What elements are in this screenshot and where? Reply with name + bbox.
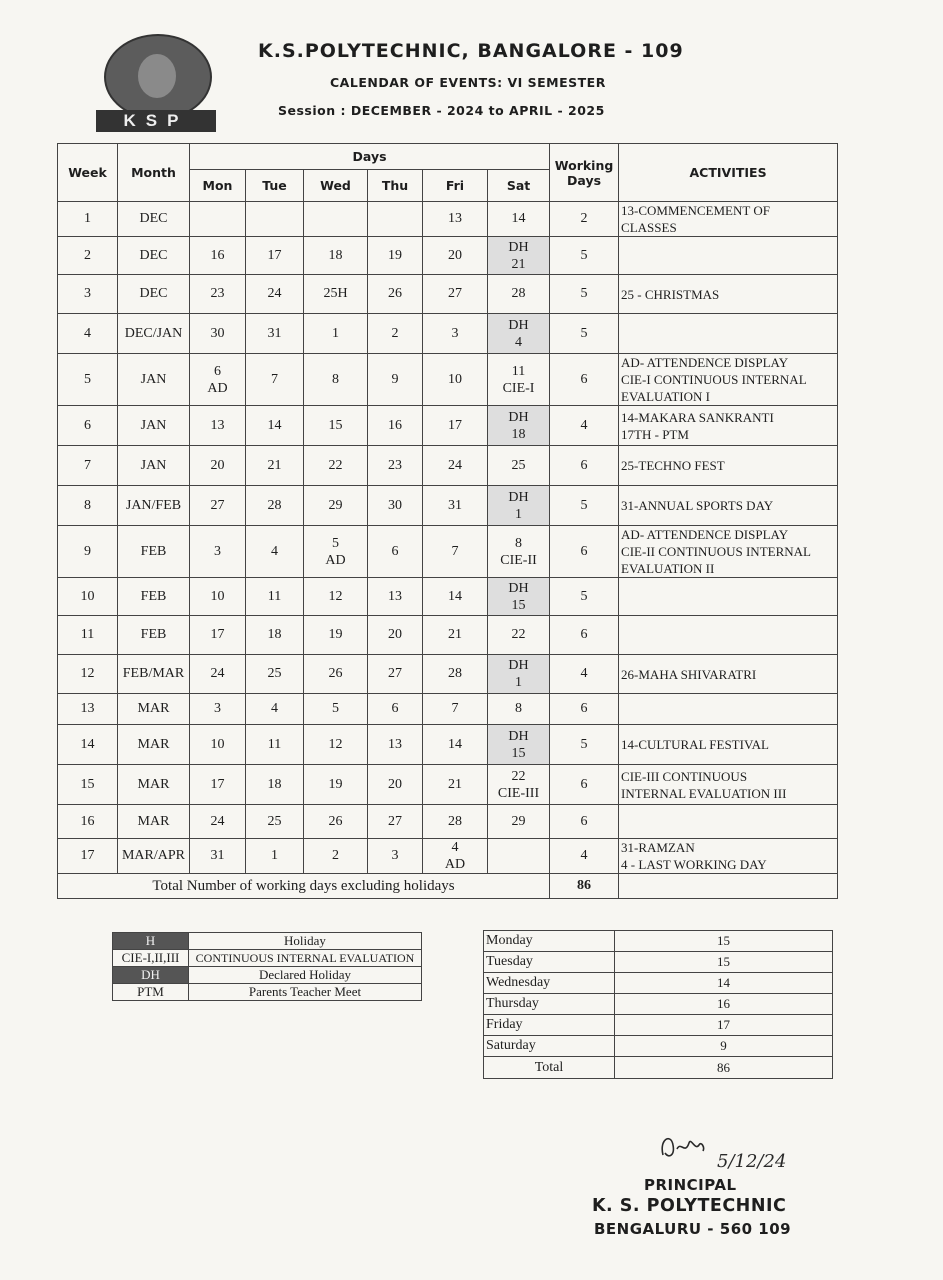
day-name: Thursday bbox=[484, 994, 615, 1015]
day-cell-tue: 28 bbox=[246, 486, 304, 526]
week-cell: 10 bbox=[58, 578, 118, 616]
day-cell-thu: 13 bbox=[368, 578, 423, 616]
activity-line: CLASSES bbox=[621, 220, 677, 235]
activity-cell bbox=[619, 694, 838, 725]
activity-line: EVALUATION II bbox=[621, 561, 715, 576]
activity-line: CIE-III CONTINUOUS bbox=[621, 768, 748, 784]
day-cell-thu: 23 bbox=[368, 446, 423, 486]
month-cell: FEB bbox=[118, 616, 190, 655]
day-cell-fri: 17 bbox=[423, 406, 488, 446]
day-name: Friday bbox=[484, 1015, 615, 1036]
day-count: 16 bbox=[615, 994, 833, 1015]
day-cell-fri: 7 bbox=[423, 694, 488, 725]
week-cell: 13 bbox=[58, 694, 118, 725]
day-cell-fri: 13 bbox=[423, 202, 488, 237]
day-cell-sat: 8 bbox=[488, 694, 550, 725]
activity-cell bbox=[619, 275, 838, 314]
table-row bbox=[58, 526, 838, 578]
working-days-cell: 6 bbox=[550, 694, 619, 725]
month-cell: FEB/MAR bbox=[118, 655, 190, 694]
day-cell-tue: 18 bbox=[246, 765, 304, 805]
activity-cell bbox=[619, 237, 838, 275]
day-cell-tue: 4 bbox=[246, 694, 304, 725]
day-cell-mon: 6 AD bbox=[190, 354, 246, 406]
day-cell-tue: 7 bbox=[246, 354, 304, 406]
table-row bbox=[58, 765, 838, 805]
activity-line: EVALUATION I bbox=[621, 389, 710, 404]
day-cell-sat: 22 CIE-III bbox=[488, 765, 550, 805]
day-cell-thu: 30 bbox=[368, 486, 423, 526]
day-cell-sat: 29 bbox=[488, 805, 550, 839]
day-cell-fri: 21 bbox=[423, 616, 488, 655]
day-cell-sat: DH 18 bbox=[488, 406, 550, 446]
day-cell-thu: 6 bbox=[368, 694, 423, 725]
day-cell-fri: 4 AD bbox=[423, 839, 488, 874]
col-working-days: Working Days bbox=[550, 144, 619, 202]
day-cell-wed: 18 bbox=[304, 237, 368, 275]
col-month: Month bbox=[118, 144, 190, 202]
week-cell: 12 bbox=[58, 655, 118, 694]
table-row bbox=[58, 616, 838, 655]
day-cell-sat: DH 21 bbox=[488, 237, 550, 275]
day-name: Tuesday bbox=[484, 952, 615, 973]
week-cell: 15 bbox=[58, 765, 118, 805]
logo-text: KSP bbox=[96, 110, 216, 132]
day-cell-mon: 24 bbox=[190, 655, 246, 694]
legend-table bbox=[112, 932, 422, 1001]
day-cell-tue: 24 bbox=[246, 275, 304, 314]
table-row bbox=[58, 694, 838, 725]
day-cell-thu: 2 bbox=[368, 314, 423, 354]
day-cell-wed: 1 bbox=[304, 314, 368, 354]
day-cell-sat: 14 bbox=[488, 202, 550, 237]
page-title: K.S.POLYTECHNIC, BANGALORE - 109 bbox=[258, 40, 684, 62]
day-cell-fri: 7 bbox=[423, 526, 488, 578]
activity-cell bbox=[619, 526, 838, 578]
activity-line: CIE-I CONTINUOUS INTERNAL bbox=[621, 372, 807, 387]
day-cell-thu: 27 bbox=[368, 805, 423, 839]
working-days-cell: 5 bbox=[550, 314, 619, 354]
legend-desc: CONTINUOUS INTERNAL EVALUATION bbox=[189, 950, 422, 967]
day-count: 9 bbox=[615, 1036, 833, 1057]
working-days-cell: 6 bbox=[550, 446, 619, 486]
signature-date: 5/12/24 bbox=[717, 1151, 787, 1172]
day-cell-wed: 25H bbox=[304, 275, 368, 314]
list-item bbox=[484, 1036, 833, 1057]
week-cell: 4 bbox=[58, 314, 118, 354]
day-cell-tue: 31 bbox=[246, 314, 304, 354]
month-cell: MAR bbox=[118, 725, 190, 765]
week-cell: 2 bbox=[58, 237, 118, 275]
day-cell-sat: DH 15 bbox=[488, 578, 550, 616]
day-cell-sat: 8 CIE-II bbox=[488, 526, 550, 578]
activity-cell bbox=[619, 354, 838, 406]
day-cell-mon: 3 bbox=[190, 694, 246, 725]
activity-cell bbox=[619, 655, 838, 694]
working-days-cell: 4 bbox=[550, 406, 619, 446]
table-row bbox=[58, 275, 838, 314]
principal-title: PRINCIPAL bbox=[644, 1176, 737, 1194]
list-item bbox=[484, 973, 833, 994]
session-label: Session : DECEMBER - 2024 to APRIL - 2025 bbox=[278, 103, 605, 118]
legend-desc: Declared Holiday bbox=[189, 967, 422, 984]
table-row bbox=[58, 237, 838, 275]
activity-line: 31-ANNUAL SPORTS DAY bbox=[621, 498, 774, 513]
day-cell-wed: 19 bbox=[304, 765, 368, 805]
day-cell-thu bbox=[368, 202, 423, 237]
activity-line: 25 - CHRISTMAS bbox=[621, 286, 720, 302]
activity-line: INTERNAL EVALUATION III bbox=[621, 785, 787, 801]
table-row bbox=[58, 578, 838, 616]
day-cell-fri: 28 bbox=[423, 655, 488, 694]
day-cell-sat: 11 CIE-I bbox=[488, 354, 550, 406]
day-cell-sat: 25 bbox=[488, 446, 550, 486]
week-cell: 11 bbox=[58, 616, 118, 655]
day-cell-tue: 18 bbox=[246, 616, 304, 655]
table-row bbox=[58, 725, 838, 765]
day-cell-wed: 26 bbox=[304, 655, 368, 694]
emblem-icon bbox=[104, 34, 212, 120]
legend-key: PTM bbox=[113, 984, 189, 1001]
col-days: Days bbox=[190, 144, 550, 170]
week-cell: 16 bbox=[58, 805, 118, 839]
activity-line: 26-MAHA SHIVARATRI bbox=[621, 666, 757, 682]
day-cell-wed: 15 bbox=[304, 406, 368, 446]
week-cell: 6 bbox=[58, 406, 118, 446]
day-cell-sat: 22 bbox=[488, 616, 550, 655]
day-cell-fri: 31 bbox=[423, 486, 488, 526]
working-days-cell: 4 bbox=[550, 655, 619, 694]
col-fri: Fri bbox=[423, 170, 488, 202]
table-row bbox=[58, 406, 838, 446]
college-logo bbox=[96, 34, 218, 138]
total-label: Total Number of working days excluding holidays bbox=[58, 874, 550, 899]
day-cell-mon: 31 bbox=[190, 839, 246, 874]
table-row bbox=[58, 655, 838, 694]
month-cell: JAN bbox=[118, 446, 190, 486]
activity-line: 13-COMMENCEMENT OF bbox=[621, 203, 770, 218]
day-cell-sat: 28 bbox=[488, 275, 550, 314]
day-cell-wed: 26 bbox=[304, 805, 368, 839]
list-item bbox=[484, 952, 833, 973]
day-cell-thu: 19 bbox=[368, 237, 423, 275]
legend-key: DH bbox=[113, 967, 189, 984]
week-cell: 8 bbox=[58, 486, 118, 526]
activity-cell bbox=[619, 765, 838, 805]
day-cell-thu: 16 bbox=[368, 406, 423, 446]
working-days-cell: 6 bbox=[550, 765, 619, 805]
day-cell-tue: 14 bbox=[246, 406, 304, 446]
col-wed: Wed bbox=[304, 170, 368, 202]
col-mon: Mon bbox=[190, 170, 246, 202]
activity-line: 14-MAKARA SANKRANTI bbox=[621, 409, 774, 425]
activity-cell bbox=[619, 725, 838, 765]
day-cell-fri: 14 bbox=[423, 725, 488, 765]
day-count: 15 bbox=[615, 952, 833, 973]
day-cell-tue: 25 bbox=[246, 655, 304, 694]
day-cell-mon: 23 bbox=[190, 275, 246, 314]
activity-cell bbox=[619, 202, 838, 237]
activity-cell bbox=[619, 486, 838, 526]
day-cell-fri: 14 bbox=[423, 578, 488, 616]
working-days-cell: 5 bbox=[550, 486, 619, 526]
working-days-cell: 2 bbox=[550, 202, 619, 237]
month-cell: DEC bbox=[118, 237, 190, 275]
day-name: Monday bbox=[484, 931, 615, 952]
day-cell-wed: 12 bbox=[304, 578, 368, 616]
day-cell-thu: 9 bbox=[368, 354, 423, 406]
activity-cell bbox=[619, 446, 838, 486]
day-cell-mon bbox=[190, 202, 246, 237]
list-item bbox=[484, 931, 833, 952]
list-item bbox=[484, 1015, 833, 1036]
day-count: 15 bbox=[615, 931, 833, 952]
month-cell: MAR/APR bbox=[118, 839, 190, 874]
day-cell-thu: 6 bbox=[368, 526, 423, 578]
day-cell-wed: 5 AD bbox=[304, 526, 368, 578]
legend-key: CIE-I,II,III bbox=[113, 950, 189, 967]
table-row bbox=[58, 202, 838, 237]
day-cell-tue: 4 bbox=[246, 526, 304, 578]
day-cell-fri: 21 bbox=[423, 765, 488, 805]
table-row bbox=[58, 839, 838, 874]
day-cell-mon: 30 bbox=[190, 314, 246, 354]
day-cell-fri: 27 bbox=[423, 275, 488, 314]
day-cell-thu: 27 bbox=[368, 655, 423, 694]
month-cell: DEC bbox=[118, 202, 190, 237]
total-value: 86 bbox=[550, 874, 619, 899]
col-sat: Sat bbox=[488, 170, 550, 202]
day-cell-tue: 11 bbox=[246, 725, 304, 765]
working-days-cell: 6 bbox=[550, 805, 619, 839]
month-cell: FEB bbox=[118, 526, 190, 578]
day-count: 14 bbox=[615, 973, 833, 994]
activity-cell bbox=[619, 314, 838, 354]
day-cell-tue: 21 bbox=[246, 446, 304, 486]
activity-line: 17TH - PTM bbox=[621, 426, 689, 442]
day-cell-thu: 20 bbox=[368, 616, 423, 655]
day-cell-wed: 12 bbox=[304, 725, 368, 765]
activity-line: 4 - LAST WORKING DAY bbox=[621, 857, 767, 872]
month-cell: FEB bbox=[118, 578, 190, 616]
principal-city: BENGALURU - 560 109 bbox=[594, 1220, 792, 1238]
day-cell-wed: 5 bbox=[304, 694, 368, 725]
month-cell: DEC bbox=[118, 275, 190, 314]
list-item bbox=[484, 994, 833, 1015]
principal-org: K. S. POLYTECHNIC bbox=[592, 1196, 787, 1216]
col-tue: Tue bbox=[246, 170, 304, 202]
activity-cell bbox=[619, 406, 838, 446]
month-cell: MAR bbox=[118, 805, 190, 839]
col-week: Week bbox=[58, 144, 118, 202]
day-cell-thu: 26 bbox=[368, 275, 423, 314]
day-cell-mon: 27 bbox=[190, 486, 246, 526]
day-cell-fri: 28 bbox=[423, 805, 488, 839]
day-cell-mon: 24 bbox=[190, 805, 246, 839]
day-cell-thu: 3 bbox=[368, 839, 423, 874]
month-cell: MAR bbox=[118, 765, 190, 805]
legend-key: H bbox=[113, 933, 189, 950]
working-days-cell: 6 bbox=[550, 354, 619, 406]
day-name: Wednesday bbox=[484, 973, 615, 994]
day-cell-thu: 20 bbox=[368, 765, 423, 805]
activity-line: AD- ATTENDENCE DISPLAY bbox=[621, 355, 789, 370]
week-cell: 3 bbox=[58, 275, 118, 314]
day-cell-wed: 8 bbox=[304, 354, 368, 406]
day-cell-fri: 3 bbox=[423, 314, 488, 354]
day-cell-mon: 10 bbox=[190, 578, 246, 616]
day-cell-sat: DH 4 bbox=[488, 314, 550, 354]
day-cell-sat: DH 1 bbox=[488, 655, 550, 694]
working-days-cell: 5 bbox=[550, 725, 619, 765]
activity-line: 25-TECHNO FEST bbox=[621, 458, 725, 473]
day-cell-fri: 20 bbox=[423, 237, 488, 275]
activity-cell bbox=[619, 616, 838, 655]
activity-line: CIE-II CONTINUOUS INTERNAL bbox=[621, 544, 811, 559]
week-cell: 14 bbox=[58, 725, 118, 765]
week-cell: 5 bbox=[58, 354, 118, 406]
day-cell-tue: 11 bbox=[246, 578, 304, 616]
day-cell-tue bbox=[246, 202, 304, 237]
working-days-cell: 5 bbox=[550, 578, 619, 616]
legend-desc: Parents Teacher Meet bbox=[189, 984, 422, 1001]
activity-cell bbox=[619, 805, 838, 839]
day-cell-mon: 10 bbox=[190, 725, 246, 765]
total-empty bbox=[619, 874, 838, 899]
month-cell: JAN/FEB bbox=[118, 486, 190, 526]
week-cell: 9 bbox=[58, 526, 118, 578]
table-row bbox=[58, 354, 838, 406]
table-row bbox=[58, 486, 838, 526]
day-cell-wed: 19 bbox=[304, 616, 368, 655]
day-cell-mon: 17 bbox=[190, 616, 246, 655]
col-activities: ACTIVITIES bbox=[619, 144, 838, 202]
day-total-value: 86 bbox=[615, 1057, 833, 1079]
month-cell: JAN bbox=[118, 354, 190, 406]
day-count-table bbox=[483, 930, 833, 1079]
week-cell: 17 bbox=[58, 839, 118, 874]
table-row bbox=[58, 314, 838, 354]
activity-line: AD- ATTENDENCE DISPLAY bbox=[621, 527, 789, 542]
table-row bbox=[58, 805, 838, 839]
signature-icon bbox=[655, 1125, 805, 1175]
month-cell: DEC/JAN bbox=[118, 314, 190, 354]
week-cell: 7 bbox=[58, 446, 118, 486]
day-cell-mon: 17 bbox=[190, 765, 246, 805]
legend-desc: Holiday bbox=[189, 933, 422, 950]
day-cell-sat bbox=[488, 839, 550, 874]
day-cell-tue: 1 bbox=[246, 839, 304, 874]
day-cell-mon: 13 bbox=[190, 406, 246, 446]
day-cell-wed bbox=[304, 202, 368, 237]
day-cell-sat: DH 15 bbox=[488, 725, 550, 765]
day-total-label: Total bbox=[484, 1057, 615, 1079]
day-cell-fri: 24 bbox=[423, 446, 488, 486]
activity-cell bbox=[619, 578, 838, 616]
month-cell: JAN bbox=[118, 406, 190, 446]
day-cell-fri: 10 bbox=[423, 354, 488, 406]
day-cell-mon: 3 bbox=[190, 526, 246, 578]
activity-line: 31-RAMZAN bbox=[621, 840, 695, 855]
day-cell-wed: 22 bbox=[304, 446, 368, 486]
day-name: Saturday bbox=[484, 1036, 615, 1057]
working-days-cell: 4 bbox=[550, 839, 619, 874]
week-cell: 1 bbox=[58, 202, 118, 237]
day-cell-tue: 17 bbox=[246, 237, 304, 275]
working-days-cell: 5 bbox=[550, 275, 619, 314]
working-days-cell: 5 bbox=[550, 237, 619, 275]
page-subtitle: CALENDAR OF EVENTS: VI SEMESTER bbox=[330, 75, 606, 90]
day-cell-mon: 20 bbox=[190, 446, 246, 486]
col-thu: Thu bbox=[368, 170, 423, 202]
working-days-cell: 6 bbox=[550, 616, 619, 655]
day-cell-wed: 29 bbox=[304, 486, 368, 526]
month-cell: MAR bbox=[118, 694, 190, 725]
working-days-cell: 6 bbox=[550, 526, 619, 578]
day-count: 17 bbox=[615, 1015, 833, 1036]
day-cell-wed: 2 bbox=[304, 839, 368, 874]
day-cell-thu: 13 bbox=[368, 725, 423, 765]
activity-cell bbox=[619, 839, 838, 874]
day-cell-tue: 25 bbox=[246, 805, 304, 839]
table-row bbox=[58, 446, 838, 486]
day-cell-mon: 16 bbox=[190, 237, 246, 275]
day-cell-sat: DH 1 bbox=[488, 486, 550, 526]
activity-line: 14-CULTURAL FESTIVAL bbox=[621, 737, 769, 752]
calendar-table bbox=[57, 143, 838, 899]
